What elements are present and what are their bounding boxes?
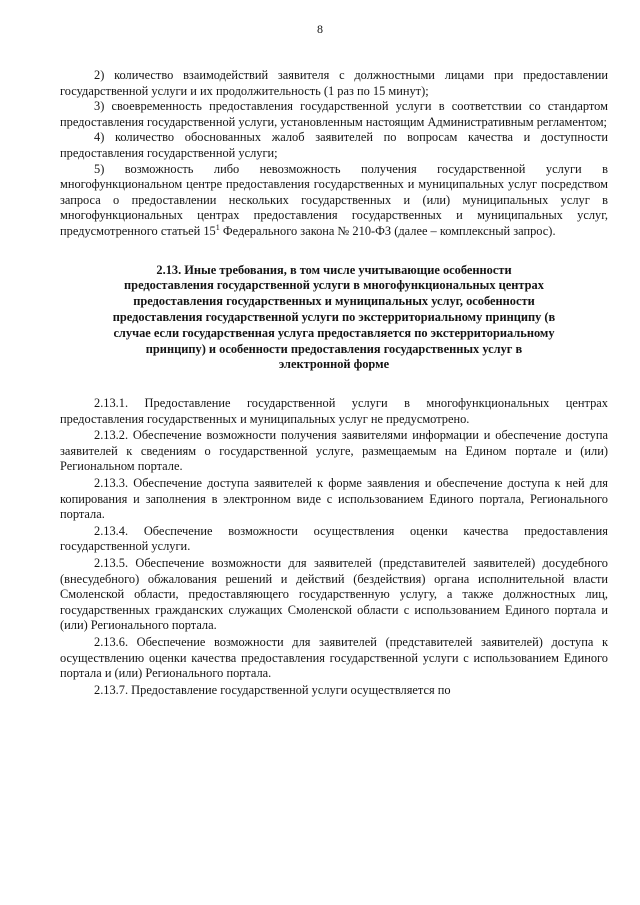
heading-line: случае если государственная услуга предоставляется по экстерриториальному xyxy=(113,325,555,340)
heading-line: предоставления государственной услуги по экстерриториальному принципу (в xyxy=(112,309,556,324)
superscript-mark: 1 xyxy=(215,222,220,232)
list-item-text: 2) количество взаимодействий заявителя с должностными лицами при предоставлении государственной услуги и их продолжительность (1 раз по 15 минут); xyxy=(60,68,608,98)
section-paragraph: 2.13.6. Обеспечение возможности для заявителей (представителей заявителей) доступа к осуществлению оценки качества предоставления государственной услуги с использованием Единого портала и (или) Регионального портала. xyxy=(60,635,608,681)
list-item xyxy=(60,130,608,161)
page-number: 8 xyxy=(317,22,323,36)
criteria-list xyxy=(60,68,608,240)
list-item xyxy=(60,99,608,130)
heading-line: электронной форме xyxy=(278,357,390,372)
heading-line: принципу) и особенности предоставления государственных услуг в xyxy=(145,341,523,356)
list-item-text: 4) количество обоснованных жалоб заявителей по вопросам качества и доступности предоставления государственной услуги; xyxy=(60,130,608,160)
section-heading xyxy=(60,263,608,374)
list-item-text: 5) возможность либо невозможность получения государственной услуги в многофункциональном центре предоставления государственных и муниципальных услуг посредством запроса о предоставлении нескольких государственных и (или) муниципальных услуг в многофункциональных центрах предоставления государственных и муниципальных услуг, предусмотренного статьей 15 xyxy=(60,161,608,238)
section-paragraph: 2.13.3. Обеспечение доступа заявителей к форме заявления и обеспечение доступа к ней для копирования и заполнения в электронном виде с использованием Единого портала, Регионального портала. xyxy=(60,476,608,522)
list-item-text: 3) своевременность предоставления государственной услуги в соответствии со стандартом предоставления государственной услуги, установленным настоящим Административным регламентом; xyxy=(60,99,608,129)
list-item xyxy=(60,68,608,99)
heading-line: предоставления государственной услуги в многофункциональных центрах xyxy=(124,278,544,293)
heading-line: предоставления государственных и муниципальных услуг, особенности xyxy=(133,294,535,309)
section-paragraph: 2.13.5. Обеспечение возможности для заявителей (представителей заявителей) досудебного (внесудебного) обжалования решений и действий (бездействия) органа исполнительной власти Смоленской области, предоставляющего государственную услугу, а также должностных лиц, государственных гражданских служащих Смоленской области с использованием Единого портала и (или) Регионального портала. xyxy=(60,556,608,633)
page-content xyxy=(60,68,608,699)
section-paragraph: 2.13.4. Обеспечение возможности осуществления оценки качества предоставления государственной услуги. xyxy=(60,523,608,554)
section-paragraph: 2.13.2. Обеспечение возможности получения заявителями информации и обеспечение доступа заявителей к сведениям о государственной услуге, размещаемым на Едином портале и (или) Региональном портале. xyxy=(60,428,608,474)
list-item xyxy=(60,162,608,240)
heading-line: 2.13. Иные требования, в том числе учитывающие особенности xyxy=(156,262,512,277)
list-item-text-continued: Федерального закона № 210-ФЗ (далее – комплексный запрос). xyxy=(219,223,556,238)
section-body xyxy=(60,396,608,698)
section-paragraph: 2.13.1. Предоставление государственной услуги в многофункциональных центрах предоставления государственных и муниципальных услуг не предусмотрено. xyxy=(60,396,608,426)
section-paragraph: 2.13.7. Предоставление государственной услуги осуществляется по xyxy=(94,682,451,697)
